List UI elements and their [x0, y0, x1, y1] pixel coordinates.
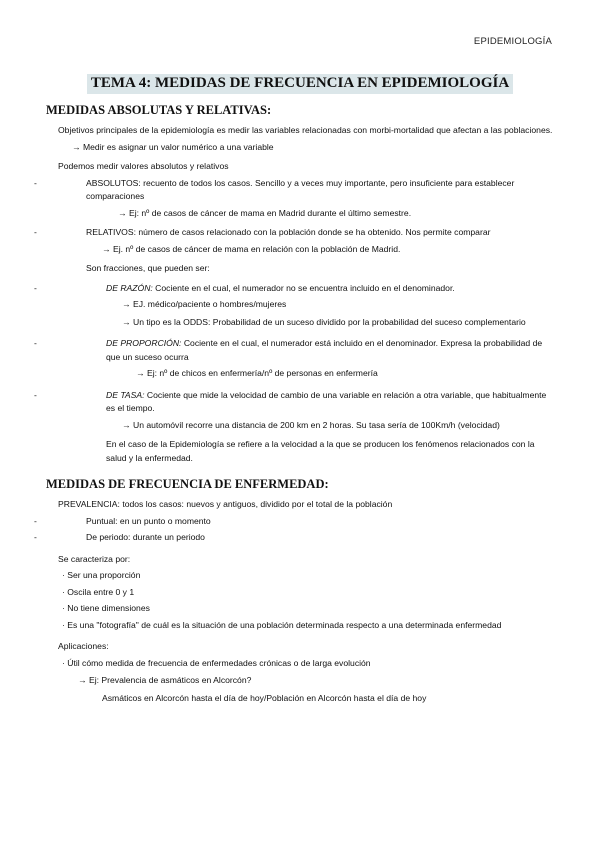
example-proporcion: → Ej: nº de chicos en enfermería/nº de personas en enfermería	[136, 368, 378, 378]
dash-bullet: -	[34, 177, 37, 188]
paragraph-prevalencia: PREVALENCIA: todos los casos: nuevos y antiguos, dividido por el total de la población	[58, 499, 393, 509]
example-absolutos: → Ej: nº de casos de cáncer de mama en Madrid durante el último semestre.	[118, 207, 412, 218]
characteristic-item: · Ser una proporción	[62, 570, 141, 580]
term-razon: DE RAZÓN:	[106, 282, 153, 293]
list-item-absolutos: - ABSOLUTOS: recuento de todos los casos. Sencillo y a veces muy importante, pero insuficiente para establecer comparaciones	[34, 177, 515, 201]
characteristic-item: · Es una "fotografía" de cuál es la situación de una población determinada respecto a una determinada enfermedad	[62, 619, 502, 630]
paragraph-tasa-epidemiologia: En el caso de la Epidemiología se refiere a la velocidad a la que se producen los fenómenos relacionados con la salud y la enfermedad.	[106, 439, 535, 463]
paragraph-fracciones: Son fracciones, que pueden ser:	[86, 263, 210, 273]
paragraph-objetivos: Objetivos principales de la epidemiología es medir las variables relacionadas con morbi-mortalidad que afectan a las poblaciones.	[58, 125, 553, 135]
term-proporcion: DE PROPORCIÓN:	[106, 338, 182, 348]
paragraph-podemos: Podemos medir valores absolutos y relativos	[58, 161, 229, 171]
dash-bullet: -	[34, 389, 37, 400]
term-tasa: DE TASA:	[106, 389, 145, 400]
list-item-puntual: - Puntual: en un punto o momento	[46, 515, 556, 529]
example-tasa: → Un automóvil recorre una distancia de 200 km en 2 horas. Su tasa sería de 100Km/h (velocidad)	[122, 419, 500, 430]
note-medir: → Medir es asignar un valor numérico a una variable	[72, 141, 274, 152]
label-caracteriza: Se caracteriza por:	[58, 553, 131, 564]
list-item-periodo: - De periodo: durante un periodo	[46, 531, 556, 545]
example-razon-2: → Un tipo es la ODDS: Probabilidad de un suceso dividido por la probabilidad del suceso complementario	[122, 316, 526, 327]
formula-aplicacion: Asmáticos en Alcorcón hasta el día de hoy/Población en Alcorcón hasta el día de hoy	[102, 692, 427, 703]
list-item-relativos: - RELATIVOS: número de casos relacionado con la población donde se ha obtenido. Nos permite comparar	[46, 226, 556, 240]
list-item-proporcion: - DE PROPORCIÓN: Cociente en el cual, el numerador está incluido en el denominador. Expresa la probabilidad de que un suceso ocurra	[34, 338, 543, 362]
example-relativos: → Ej. nº de casos de cáncer de mama en relación con la población de Madrid.	[102, 243, 401, 254]
dash-bullet: -	[34, 515, 37, 526]
page-title-wrapper	[0, 74, 600, 94]
header-subject-tag: EPIDEMIOLOGÍA	[473, 36, 552, 47]
characteristic-item: · No tiene dimensiones	[62, 603, 150, 613]
characteristic-item: · Oscila entre 0 y 1	[62, 586, 135, 597]
dash-bullet: -	[34, 282, 37, 293]
example-aplicacion: → Ej: Prevalencia de asmáticos en Alcorcón?	[78, 675, 252, 685]
section-heading-absolutas: MEDIDAS ABSOLUTAS Y RELATIVAS:	[46, 103, 272, 117]
example-razon-1: → EJ. médico/paciente o hombres/mujeres	[122, 299, 287, 309]
section-heading-frecuencia: MEDIDAS DE FRECUENCIA DE ENFERMEDAD:	[46, 477, 329, 491]
dash-bullet: -	[34, 227, 37, 237]
list-item-razon: - DE RAZÓN: Cociente en el cual, el numerador no se encuentra incluido en el denominador.	[46, 282, 556, 296]
list-item-tasa: - DE TASA: Cociente que mide la velocidad de cambio de una variable en relación a otra variable, que habitualmente es el tiempo.	[34, 389, 547, 413]
application-item: · Útil cómo medida de frecuencia de enfermedades crónicas o de larga evolución	[62, 657, 371, 668]
label-aplicaciones: Aplicaciones:	[58, 641, 109, 651]
document-body	[34, 103, 556, 705]
page-title: TEMA 4: MEDIDAS DE FRECUENCIA EN EPIDEMIOLOGÍA	[87, 74, 513, 94]
dash-bullet: -	[34, 532, 37, 542]
dash-bullet: -	[34, 338, 37, 348]
